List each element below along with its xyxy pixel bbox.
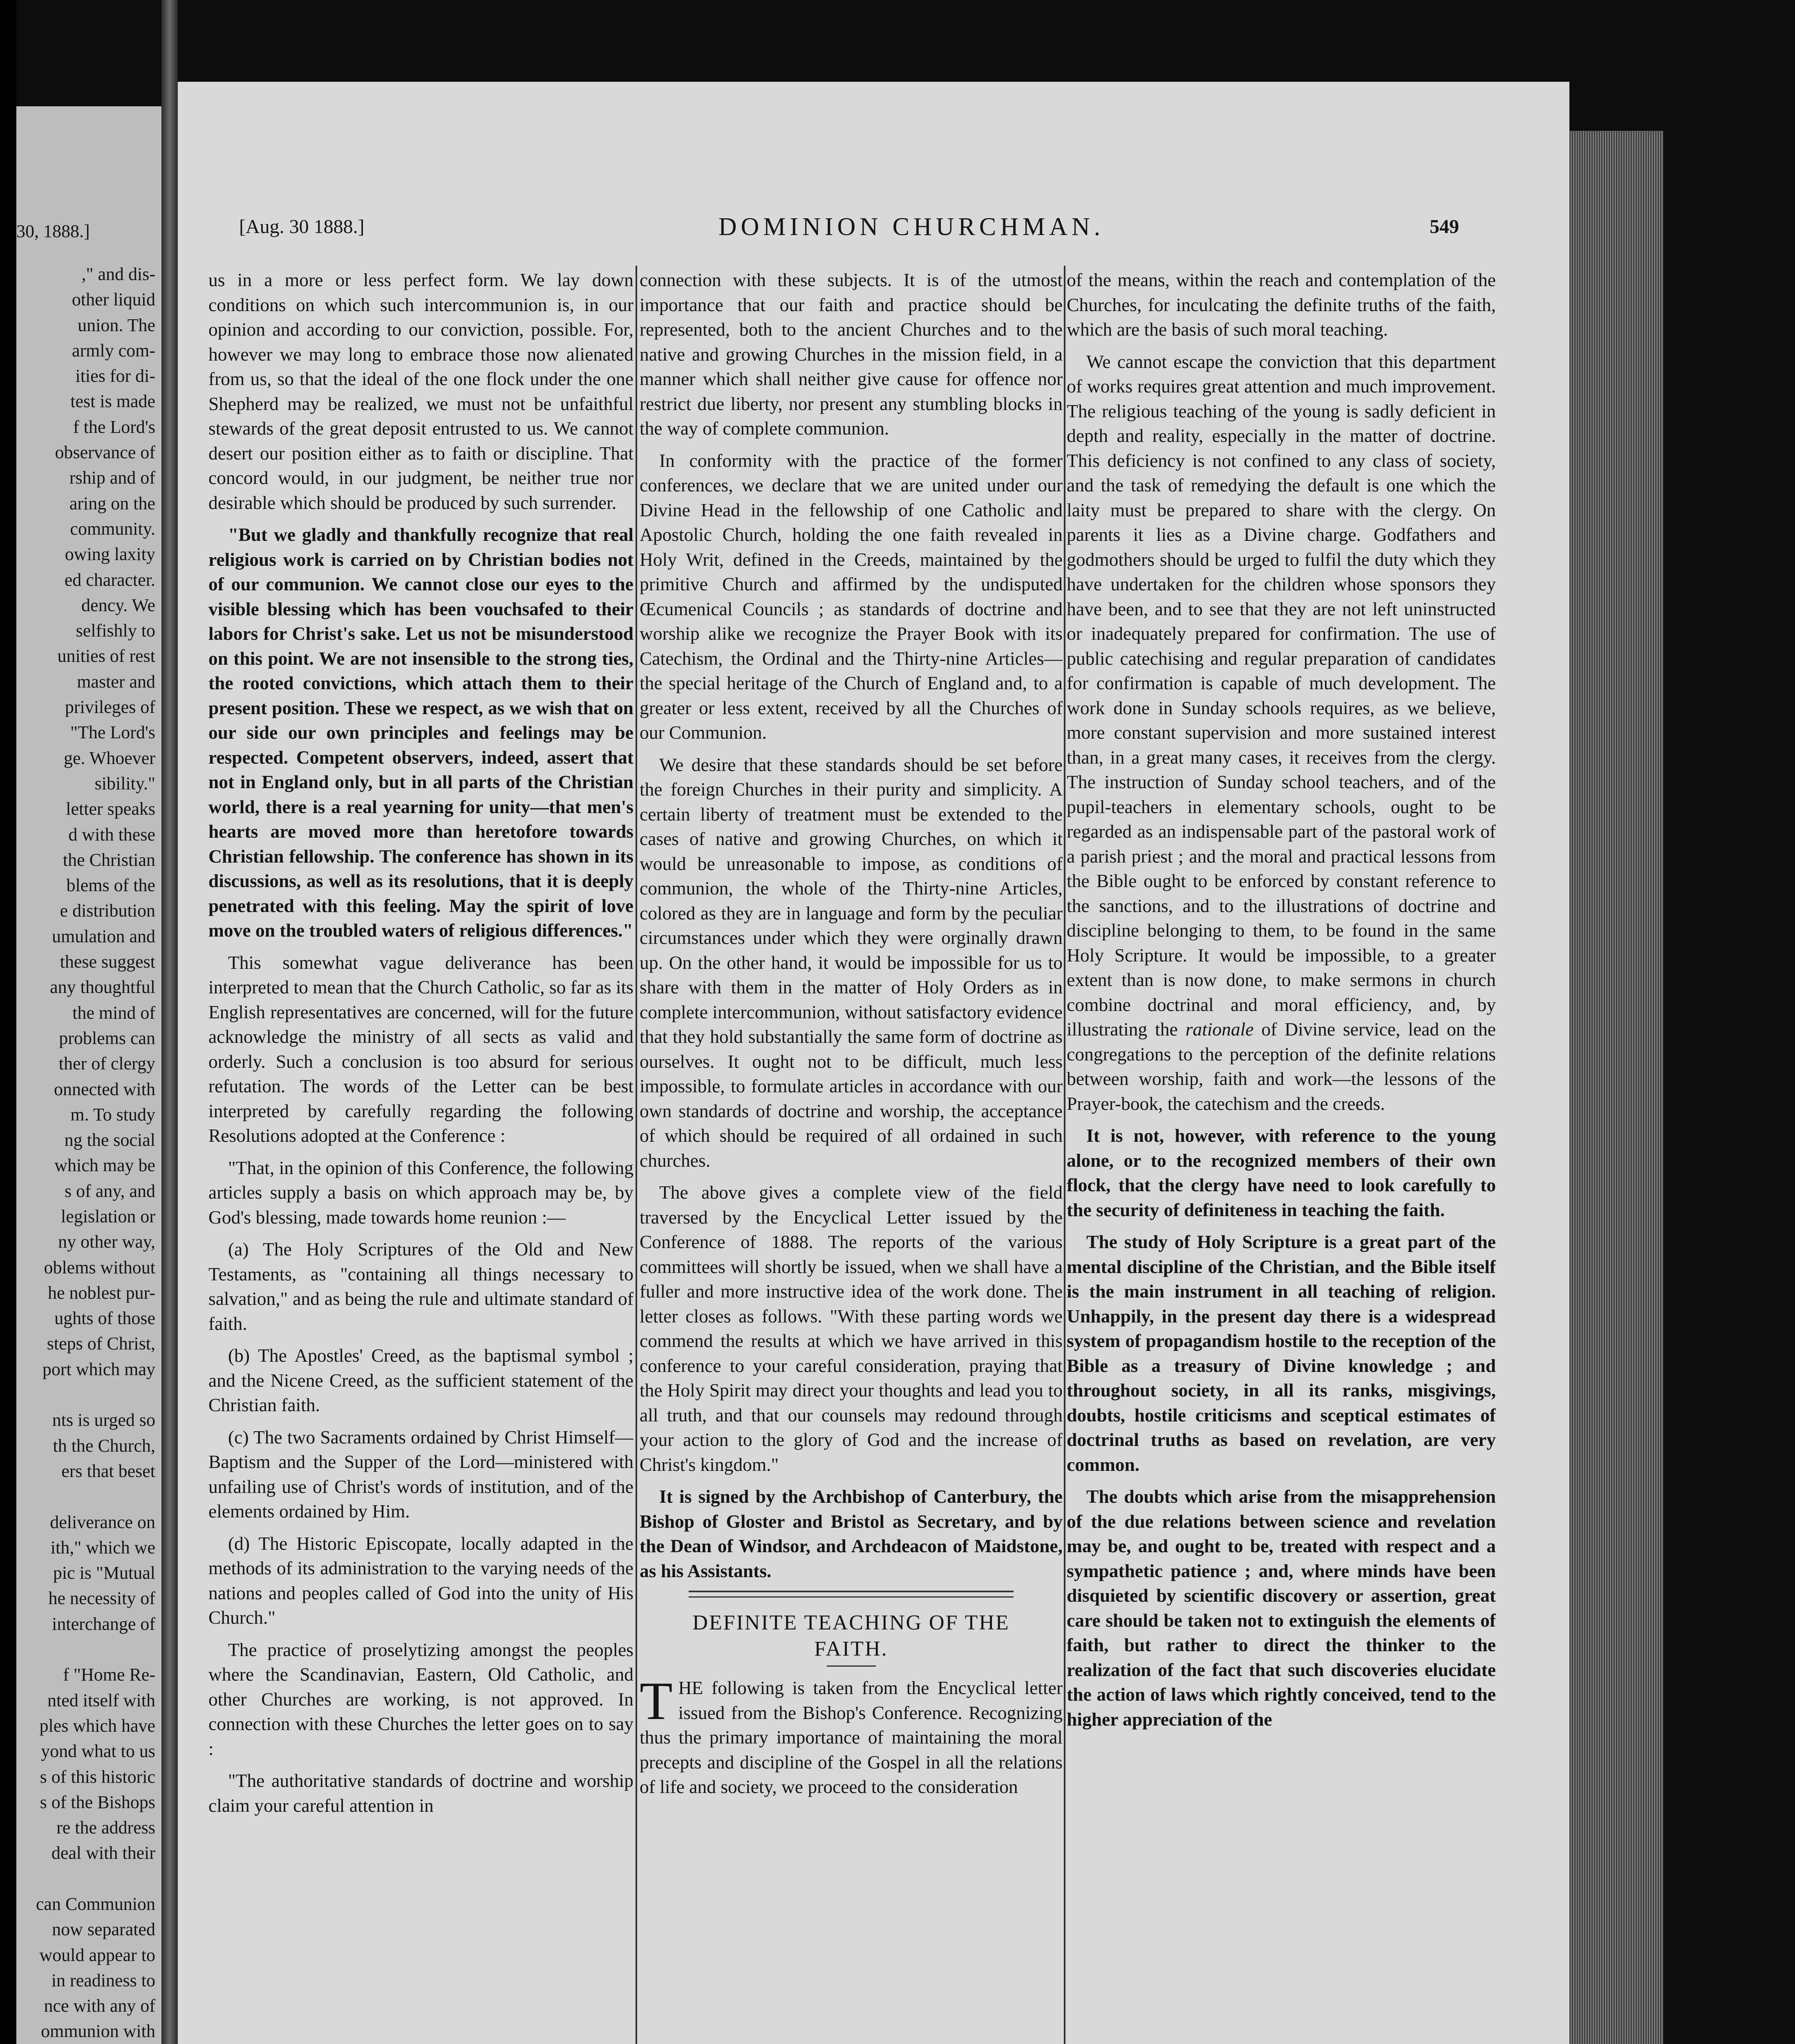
facing-page-line: s of this historic [40,1766,155,1787]
facing-page-fragment [16,106,161,2044]
facing-page-line: problems can [59,1028,155,1048]
facing-page-line: test is made [70,391,155,412]
paragraph: In conformity with the practice of the former conferences, we declare that we are united under our Divine Head in the fellowship of one Catholic and Apostolic Church, holding the one faith revealed in Holy Writ, defined in the Creeds, maintained by the primitive Church and affirmed by the undisputed Œcumenical Councils ; as standards of doctrine and worship alike we recognize the Prayer Book with its Catechism, the Ordinal and the Thirty-nine Articles—the special heritage of the Church of England and, to a greater or less extent, received by all the Churches of our Communion. [640,450,1063,743]
facing-page-line: master and [77,671,155,692]
paragraph: The above gives a complete view of the field traversed by the Encyclical Letter issued by the Conference of 1888. The reports of the various committees will shortly be issued, when we shall have a fuller and more instructive idea of the work done. The letter closes as follows. "With these parting words we commend the results at which we have arrived in this conference to your careful consideration, praying that the Holy Spirit may direct your thoughts and lead you to all truth, and that our counsels may redound through your action to the glory of God and the increase of Christ's kingdom." [640,1182,1063,1475]
facing-page-line: deal with their [51,1843,155,1863]
paragraph [640,1671,1063,1800]
facing-page-line: ities for di- [75,366,155,386]
paragraph: The practice of proselytizing amongst the peoples where the Scandinavian, Eastern, Old Catholic, and other Churches are working, is not approved. In connection with these Churches the letter goes on to say : [208,1639,633,1759]
facing-page-line: ed character. [64,569,155,590]
page-edges [1569,131,1663,2044]
facing-page-line: f the Lord's [73,417,155,437]
facing-page-line [16,1484,155,1509]
paragraph: We desire that these standards should be set before the foreign Churches in their purity and simplicity. A certain liberty of treatment must be extended to the cases of native and growing Churches, on which it would be unreasonable to impose, as conditions of communion, the whole of the Thirty-nine Articles, colored as they are in language and form by the peculiar circumstances under which they were orginally drawn up. On the other hand, it would be impossible for us to share with them in the matter of Holy Orders as in complete intercommunion, without satisfactory evidence that they hold substantially the same form of doctrine as ourselves. It ought not to be difficult, much less impossible, to formulate articles in accordance with our own standards of doctrine and worship, the acceptance of which should be required of all ordained in such churches. [640,754,1063,1171]
facing-page-line: letter speaks [66,799,155,819]
header-date: [Aug. 30 1888.] [239,216,365,238]
facing-page-line: d with these [68,824,155,845]
facing-page-line: sibility." [94,773,155,793]
facing-page-line: selfishly to [76,621,155,641]
facing-page-line: aring on the [69,493,155,513]
paragraph: "The authoritative standards of doctrine and worship claim your careful attention in [208,1770,633,1816]
facing-page-line: umulation and [52,926,155,946]
paragraph: The study of Holy Scripture is a great part of the mental discipline of the Christian, and the Bible itself is the main instrument in all teaching of religion. Unhappily, in the present day there is a widespread system of propagandism hostile to the reception of the Bible as a treasury of Divine knowledge ; and throughout society, in all its ranks, misgivings, doubts, hostile criticisms and sceptical estimates of doctrinal truths as based on revelation, are very common. [1067,1231,1496,1475]
facing-page-line: re the address [56,1818,155,1838]
column-3 [1067,268,1496,2044]
facing-page-line: interchange of [52,1614,155,1634]
paragraph: "That, in the opinion of this Conference, the following articles supply a basis on which approach may be, by God's blessing, made towards home reunion :— [208,1157,633,1228]
facing-page-line: m. To study [70,1104,155,1125]
facing-page-text [16,262,155,2044]
paragraph: us in a more or less perfect form. We lay down conditions on which such intercommunion is, in our opinion and according to our conviction, possible. For, however we may long to embrace those now alienated from us, so that the ideal of the one flock under the one Shepherd may be realized, we must not be unfaithful stewards of the great deposit entrusted to us. We cannot desert our position either as to faith or discipline. That concord would, in our judgment, be neither true nor desirable which should be produced by such surrender. [208,269,633,513]
paragraph: "But we gladly and thankfully recognize that real religious work is carried on by Christian bodies not of our communion. We cannot close our eyes to the visible blessing which has been vouchsafed to their labors for Christ's sake. Let us not be misunderstood on this point. We are not insensible to the strong ties, the rooted convictions, which attach them to their present position. These we respect, as we wish that on our side our own principles and feelings may be respected. Competent observers, indeed, assert that not in England only, but in all parts of the Christian world, there is a real yearning for unity—that men's hearts are moved more than heretofore towards Christian fellowship. The conference has shown in its discussions, as well as its resolutions, that it is deeply penetrated with this feeling. May the spirit of love move on the troubled waters of religious differences." [208,524,633,941]
scan-border-left [0,0,16,2044]
facing-page-line: in readiness to [51,1970,155,1990]
facing-page-line: "The Lord's [70,722,155,743]
facing-page-line: union. The [78,315,155,335]
section-title-text: DEFINITE TEACHING OF THE FAITH. [692,1611,1010,1661]
paragraph: connection with these subjects. It is of the utmost importance that our faith and practice should be represented, both to the ancient Churches and to the native and growing Churches in the mission field, in a manner which shall neither give cause for offence nor restrict due liberty, nor present any stumbling blocks in the way of complete communion. [640,269,1063,439]
italic-word: rationale [1185,1019,1254,1040]
column-2 [640,268,1063,2044]
facing-page-line: ge. Whoever [64,748,155,768]
facing-page-line: deliverance on [50,1512,155,1532]
facing-page-line: rship and of [69,468,155,488]
facing-page-line [16,1382,155,1407]
paragraph-text: of Divine service, lead on the congregations to the perception of the definite relations between worship, faith and work—the lessons of the Prayer-book, the catechism and the creeds. [1067,1019,1496,1114]
facing-page-line: f "Home Re- [63,1665,155,1685]
facing-page-line: blems of the [66,875,155,896]
facing-page-line: now separated [52,1919,155,1940]
facing-page-line: which may be [54,1155,155,1176]
facing-page-line: ples which have [39,1715,155,1736]
facing-page-line: these suggest [60,952,155,972]
facing-page-line: th the Church, [53,1435,155,1456]
facing-page-line: dency. We [81,595,155,615]
facing-page-line: s of the Bishops [40,1792,155,1812]
facing-page-line: ," and dis- [81,264,155,284]
facing-page-line: yond what to us [41,1741,155,1762]
facing-page-line: can Communion [36,1894,155,1914]
column-1 [208,268,633,2044]
facing-page-header: 30, 1888.] [16,221,90,241]
resolution-item-a: (a) The Holy Scriptures of the Old and New Testaments, as "containing all things necessary to salvation," and as being the rule and ultimate standard of faith. [208,1239,633,1334]
facing-page-line: ther of clergy [58,1053,155,1074]
facing-page-line: ith," which we [50,1537,155,1558]
facing-page-line: privileges of [65,697,155,717]
page-number: 549 [1430,216,1459,238]
facing-page-line: oblems without [44,1257,155,1278]
masthead-title: DOMINION CHURCHMAN. [718,213,1105,241]
section-divider [689,1591,1014,1598]
paragraph: It is not, however, with reference to the young alone, or to the recognized members of their own flock, that the clergy have need to look carefully to the security of definiteness in teaching the faith. [1067,1125,1496,1220]
facing-page-line: ughts of those [54,1308,155,1329]
facing-page-line: ers that beset [61,1461,155,1481]
facing-page-line: community. [70,518,155,539]
facing-page-line: e distribution [60,901,155,921]
facing-page-line: s of any, and [65,1181,155,1201]
facing-page-line: he necessity of [48,1588,155,1609]
facing-page-line: armly com- [72,340,155,361]
column-rule-1 [636,266,637,2044]
section-title [656,1610,1046,1667]
facing-page-line: would appear to [39,1945,155,1965]
facing-page-line: unities of rest [57,646,155,666]
facing-page-line: pic is "Mutual [53,1563,155,1583]
drop-cap: T [640,1671,673,1731]
title-underline [827,1665,876,1667]
facing-page-line: observance of [55,442,155,463]
resolution-item-b: (b) The Apostles' Creed, as the baptismal symbol ; and the Nicene Creed, as the sufficient statement of the Christian faith. [208,1345,633,1415]
facing-page-line: nce with any of [44,1996,155,2016]
paragraph: This somewhat vague deliverance has been interpreted to mean that the Church Catholic, so far as its English representatives are concerned, will for the future acknowledge the ministry of all sects as valid and orderly. Such a conclusion is too absurd for serious refutation. The words of the Letter can be best interpreted by carefully regarding the following Resolutions adopted at the Conference : [208,952,633,1146]
facing-page-line: legislation or [61,1206,155,1226]
book-spine [161,0,178,2044]
resolution-item-c: (c) The two Sacraments ordained by Christ Himself—Baptism and the Supper of the Lord—ministered with unfailing use of Christ's words of institution, and of the elements ordained by Him. [208,1426,633,1522]
facing-page-line: owing laxity [65,544,155,565]
paragraph-text: We cannot escape the conviction that this department of works requires great attention and much improvement. The religious teaching of the young is sadly deficient in depth and reality, especially in the matter of doctrine. This deficiency is not confined to any class of society, and the task of remedying the default is one which the laity must be prepared to share with the clergy. On parents it lies as a Divine charge. Godfathers and godmothers should be urged to fulfil the duty which they have undertaken for the children whose sponsors they have been, and to see that they are not left uninstructed or inadequately prepared for confirmation. The use of public catechising and regular preparation of candidates for confirmation is capable of much development. The work done in Sunday schools requires, as we believe, more constant supervision and more sustained interest than, in a great many cases, it receives from the clergy. The instruction of Sunday school teachers, and of the pupil-teachers in elementary schools, ought to be regarded as an indispensable part of the pastoral work of a parish priest ; and the moral and practical lessons from the Bible ought to be enforced by constant reference to the sanctions, and to the illustrations of doctrine and discipline belonging to them, to be found in the same Holy Scripture. It would be impossible, to a greater extent than is now done, to make sermons in church combine doctrinal and moral efficiency, and, by illustrating the [1067,351,1496,1040]
facing-page-line: port which may [42,1359,155,1379]
facing-page-line: steps of Christ, [47,1334,155,1354]
facing-page-line: ommunion with [41,2021,155,2042]
facing-page-line [16,1866,155,1892]
paragraph: It is signed by the Archbishop of Canterbury, the Bishop of Gloster and Bristol as Secretary, and by the Dean of Windsor, and Archdeacon of Maidstone, as his Assistants. [640,1486,1063,1581]
facing-page-line: other liquid [72,289,155,310]
facing-page-line: he noblest pur- [47,1282,155,1303]
resolution-item-d: (d) The Historic Episcopate, locally adapted in the methods of its administration to the varying needs of the nations and peoples called of God into the unity of His Church." [208,1533,633,1628]
facing-page-line: ny other way, [58,1232,155,1252]
facing-page-line: nts is urged so [52,1410,155,1430]
paragraph-text: HE following is taken from the Encyclical letter issued from the Bishop's Conference. Recognizing thus the primary importance of maintaining the moral precepts and discipline of the Gospel in all the relations of life and society, we proceed to the consideration [640,1677,1063,1797]
paragraph [1067,350,1496,1116]
facing-page-line: the mind of [72,1002,155,1023]
column-rule-2 [1064,266,1065,2044]
paragraph: of the means, within the reach and contemplation of the Churches, for inculcating the definite truths of the faith, which are the basis of such moral teaching. [1067,269,1496,340]
facing-page-line [16,1637,155,1662]
facing-page-line: any thoughtful [50,977,155,997]
facing-page-line: onnected with [54,1079,155,1099]
facing-page-line: nted itself with [47,1690,155,1710]
facing-page-line: the Christian [63,849,155,870]
paragraph: The doubts which arise from the misapprehension of the due relations between science and revelation may be, and ought to be, treated with respect and a sympathetic patience ; and, where minds have been disquieted by scientific discovery or assertion, great care should be taken not to extinguish the elements of faith, but rather to direct the thinker to the realization of the fact that such discoveries elucidate the action of laws which rightly conceived, tend to the higher appreciation of the [1067,1486,1496,1730]
facing-page-line: ng the social [64,1130,155,1150]
